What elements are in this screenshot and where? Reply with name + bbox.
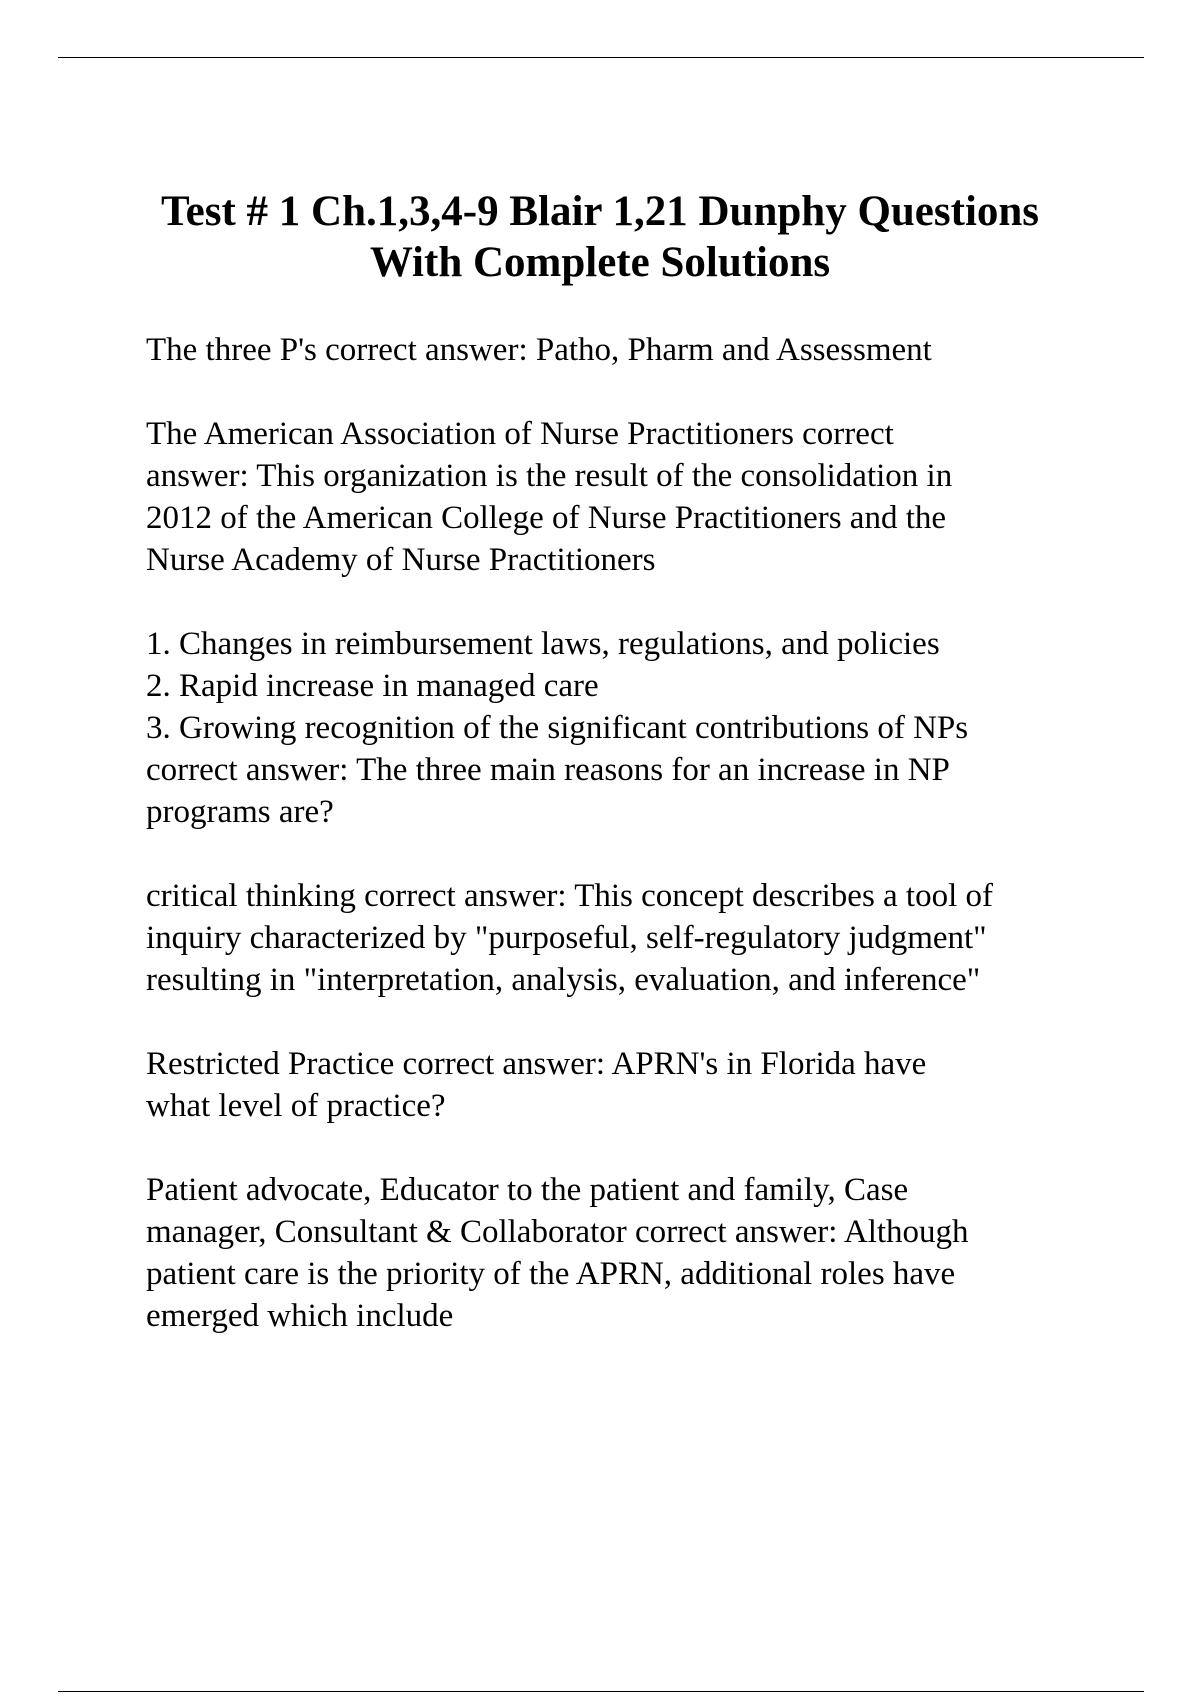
entry-line: answer: This organization is the result of the consolidation in <box>146 458 953 494</box>
entry-line: resulting in "interpretation, analysis, evaluation, and inference" <box>146 962 981 998</box>
entry-line: The American Association of Nurse Practitioners correct <box>146 416 894 452</box>
entry-line: 2012 of the American College of Nurse Practitioners and the <box>146 500 947 536</box>
entry-line: patient care is the priority of the APRN, additional roles have <box>146 1256 956 1292</box>
qa-entry-three-ps <box>146 329 1106 371</box>
entry-line: emerged which include <box>146 1298 454 1334</box>
entry-line: what level of practice? <box>146 1088 446 1124</box>
entry-line: manager, Consultant & Collaborator correct answer: Although <box>146 1214 969 1250</box>
qa-entry-np-program-reasons <box>146 623 1106 833</box>
entry-line: 1. Changes in reimbursement laws, regulations, and policies <box>146 626 940 662</box>
qa-entry-aanp <box>146 413 1106 581</box>
entry-line: correct answer: The three main reasons for an increase in NP <box>146 752 950 788</box>
entry-line: Nurse Academy of Nurse Practitioners <box>146 542 656 578</box>
entry-line: 2. Rapid increase in managed care <box>146 668 599 704</box>
entry-line: programs are? <box>146 794 334 830</box>
header-rule <box>58 57 1144 58</box>
qa-entry-restricted-practice <box>146 1043 1106 1127</box>
footer-rule <box>58 1691 1144 1692</box>
entry-line: critical thinking correct answer: This concept describes a tool of <box>146 878 994 914</box>
document-title <box>80 186 1120 288</box>
entry-line: Restricted Practice correct answer: APRN's in Florida have <box>146 1046 927 1082</box>
entry-line: inquiry characterized by "purposeful, self-regulatory judgment" <box>146 920 987 956</box>
qa-entry-aprn-roles <box>146 1169 1106 1337</box>
qa-entry-critical-thinking <box>146 875 1106 1001</box>
document-body <box>146 329 1106 1379</box>
title-line-1: Test # 1 Ch.1,3,4-9 Blair 1,21 Dunphy Questions <box>160 188 1040 235</box>
entry-line: 3. Growing recognition of the significant contributions of NPs <box>146 710 969 746</box>
entry-line: The three P's correct answer: Patho, Pharm and Assessment <box>146 332 932 368</box>
entry-line: Patient advocate, Educator to the patient and family, Case <box>146 1172 909 1208</box>
title-line-2: With Complete Solutions <box>369 239 831 286</box>
